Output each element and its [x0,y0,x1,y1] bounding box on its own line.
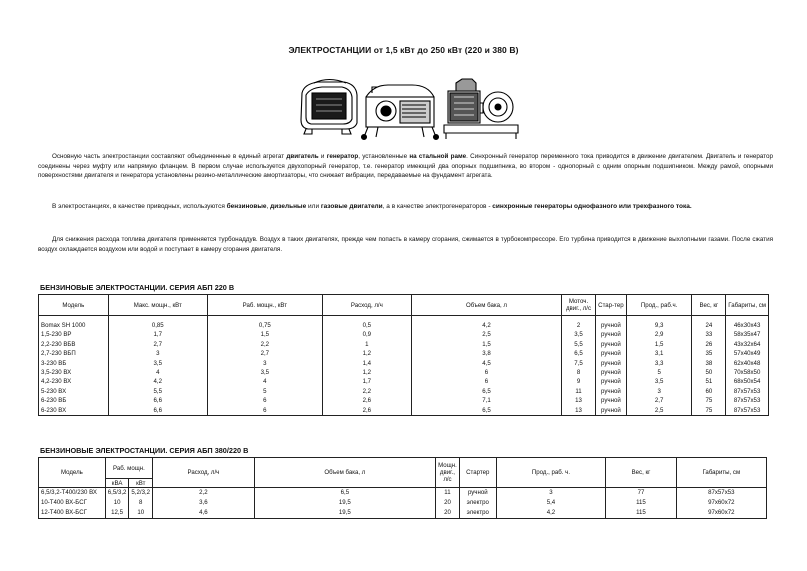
table-cell: 3,6 [153,498,255,508]
table-cell: 3-230 ВБ [39,359,109,368]
table-cell: 2 [562,316,596,331]
col-header: Раб. мощн. [105,458,152,479]
table-cell: 75 [692,396,726,405]
table-cell: 6,5 [411,387,561,396]
table-cell: 1 [322,340,411,349]
table-cell: 115 [606,508,676,519]
table-cell: 4,2 [496,508,606,519]
table-cell: 35 [692,349,726,358]
generators-illustration [296,75,522,141]
table-cell: 3,5 [207,368,322,377]
col-header: Габариты, см [726,295,769,316]
table-cell: 115 [606,498,676,508]
table-cell: 2,5 [626,406,692,416]
table-cell: 75 [692,406,726,416]
table-cell: 5,5 [562,340,596,349]
table-cell: 4 [207,377,322,386]
table-cell: ручной [595,387,626,396]
portable-generator-icon [301,80,357,135]
intro-paragraph: Основную часть электростанции составляют объединенные в единый агрегат двигатель и генератор, установленные на стальной раме. Синхронный генератор переменного тока приводится в движение двигателем. Двигатель и генератор соединены через муфту или напрямую фланцем. В первом случае используется двухопорный генератор, т.е. генератор имеющий два опорных подшипника, во втором - однопорный с одним опорным подшипником. Между рамой, опорными поверхностями двигателя и генератора установлены резино-металлические амортизаторы, что снижает вибрации, передаваемые на фундамент агрегата. [38,153,774,180]
table-cell: 5 [207,387,322,396]
table-cell: 3,5 [108,359,207,368]
table-cell: 20 [435,508,459,519]
table-cell: 6,5 [562,349,596,358]
table-cell: 13 [562,406,596,416]
table-cell: ручной [595,330,626,339]
table-cell: 38 [692,359,726,368]
col-header: Вес, кг [606,458,676,488]
table-cell: 6,5 [254,488,435,499]
table-cell: 87x57x53 [676,488,766,499]
table-cell: 70x58x50 [726,368,769,377]
table-cell: 2,2-230 ВБВ [39,340,109,349]
series-380-heading: БЕНЗИНОВЫЕ ЭЛЕКТРОСТАНЦИИ. СЕРИЯ АБП 380/220 В [40,446,249,455]
table-cell: 3,3 [626,359,692,368]
col-header: Стар-тер [595,295,626,316]
table-cell: 68x50x54 [726,377,769,386]
table-cell: 6 [411,368,561,377]
table-cell: 12-Т400 ВХ-БСГ [39,508,106,519]
table-cell: 10 [105,498,129,508]
table-cell: ручной [595,396,626,405]
table-cell: 19,5 [254,508,435,519]
table-cell: 3,1 [626,349,692,358]
table-cell: 1,2 [322,368,411,377]
col-header: Расход, л/ч [153,458,255,488]
col-header: Модель [39,458,106,488]
table-cell: 19,5 [254,498,435,508]
table-cell: 9,3 [626,316,692,331]
col-header: Расход, л/ч [322,295,411,316]
table-cell: 0,75 [207,316,322,331]
table-cell: 6,5/3,2 [105,488,129,499]
series-220-table [38,294,769,416]
table-cell: 4,2-230 ВХ [39,377,109,386]
table-cell: 2,7-230 ВБП [39,349,109,358]
table-row [39,406,769,416]
table-cell: 12,5 [105,508,129,519]
table-cell: 3,5 [562,330,596,339]
table-cell: 5,5 [108,387,207,396]
table-cell: 87x57x53 [726,406,769,416]
table-cell: 60 [692,387,726,396]
table-cell: 1,5 [411,340,561,349]
table-row [39,368,769,377]
table-cell: 2,7 [108,340,207,349]
col-header: Макс. мощн., кВт [108,295,207,316]
table-cell: 58x35x47 [726,330,769,339]
table-cell: 2,2 [322,387,411,396]
table-row [39,377,769,386]
table-cell: 87x57x53 [726,387,769,396]
table-cell: 1,7 [322,377,411,386]
table-cell: 50 [692,368,726,377]
table-cell: 5,4 [496,498,606,508]
table-cell: 26 [692,340,726,349]
table-cell: 11 [562,387,596,396]
table-row [39,349,769,358]
engines-paragraph: В электростанциях, в качестве приводных, используются бензиновые, дизельные или газовые двигатели, а в качестве электрогенераторов - синхронные генераторы однофазного или трехфазного тока. [52,203,692,210]
table-cell: 43x32x64 [726,340,769,349]
col-header: кВА [105,479,129,488]
table-cell: 2,5 [411,330,561,339]
table-cell: 2,6 [322,396,411,405]
col-header: Объем бака, л [411,295,561,316]
table-cell: 4 [108,368,207,377]
table-cell: 57x40x49 [726,349,769,358]
table-row [39,340,769,349]
col-header: Прод., раб.ч. [626,295,692,316]
table-cell: 5 [626,368,692,377]
col-header: Моточ. двиг., л/с [562,295,596,316]
table-cell: 4,6 [153,508,255,519]
table-cell: ручной [595,316,626,331]
table-header-row [39,458,767,479]
table-cell: 1,7 [108,330,207,339]
table-cell: 6,5/3,2-Т400/230 ВХ [39,488,106,499]
table-cell: 1,5-230 ВР [39,330,109,339]
table-cell: 3,5 [626,377,692,386]
col-header: Вес, кг [692,295,726,316]
table-cell: 6-230 ВХ [39,406,109,416]
col-header: Модель [39,295,109,316]
table-cell: 1,5 [207,330,322,339]
series-380-table [38,457,767,519]
col-header: Раб. мощн., кВт [207,295,322,316]
page-title: ЭЛЕКТРОСТАНЦИИ от 1,5 кВт до 250 кВт (220 и 380 В) [288,45,519,55]
table-cell: 5,2/3,2 [129,488,153,499]
table-cell: 3,8 [411,349,561,358]
table-cell: 0,85 [108,316,207,331]
table-cell: 5-230 ВХ [39,387,109,396]
table-cell: 8 [129,498,153,508]
table-cell: 10-Т400 ВХ-БСГ [39,498,106,508]
table-cell: 11 [435,488,459,499]
table-cell: Bomax SH 1000 [39,316,109,331]
table-cell: 4,2 [411,316,561,331]
col-header: Прод., раб. ч. [496,458,606,488]
table-cell: ручной [595,368,626,377]
table-cell: 6 [207,396,322,405]
table-cell: 1,5 [626,340,692,349]
table-cell: 77 [606,488,676,499]
table-cell: ручной [595,406,626,416]
table-row [39,396,769,405]
table-cell: 4,5 [411,359,561,368]
table-cell: 62x40x48 [726,359,769,368]
table-row [39,488,767,499]
table-cell: ручной [595,359,626,368]
table-cell: 6,5 [411,406,561,416]
table-cell: 9 [562,377,596,386]
table-cell: 3 [496,488,606,499]
diesel-genset-icon [444,79,518,139]
table-cell: 0,9 [322,330,411,339]
table-row [39,498,767,508]
col-header: Габариты, см [676,458,766,488]
table-cell: 3 [626,387,692,396]
col-header: кВт [129,479,153,488]
table-row [39,508,767,519]
table-cell: ручной [595,349,626,358]
table-cell: 2,2 [207,340,322,349]
table-cell: 6-230 ВБ [39,396,109,405]
table-cell: 3 [108,349,207,358]
table-cell: 97x60x72 [676,508,766,519]
table-cell: 2,9 [626,330,692,339]
table-cell: 10 [129,508,153,519]
table-cell: 51 [692,377,726,386]
table-cell: 6,6 [108,406,207,416]
table-cell: электро [459,508,496,519]
table-cell: 46x30x43 [726,316,769,331]
table-cell: 3,5-230 ВХ [39,368,109,377]
table-cell: 2,6 [322,406,411,416]
table-cell: 3 [207,359,322,368]
table-cell: 6 [207,406,322,416]
table-cell: 13 [562,396,596,405]
col-header: Объем бака, л [254,458,435,488]
table-cell: 2,7 [626,396,692,405]
table-cell: 1,4 [322,359,411,368]
table-cell: электро [459,498,496,508]
table-cell: 7,5 [562,359,596,368]
table-row [39,316,769,331]
col-header: Мощн. двиг., л/с [435,458,459,488]
table-cell: ручной [459,488,496,499]
table-cell: 20 [435,498,459,508]
table-cell: 87x57x53 [726,396,769,405]
table-cell: 24 [692,316,726,331]
table-cell: 6 [411,377,561,386]
table-row [39,330,769,339]
frame-generator-icon [362,85,439,140]
table-cell: 2,2 [153,488,255,499]
table-cell: 33 [692,330,726,339]
table-cell: 6,6 [108,396,207,405]
series-220-heading: БЕНЗИНОВЫЕ ЭЛЕКТРОСТАНЦИИ. СЕРИЯ АБП 220 В [40,283,235,292]
table-cell: 97x60x72 [676,498,766,508]
table-cell: ручной [595,377,626,386]
table-row [39,387,769,396]
col-header: Стартер [459,458,496,488]
table-cell: 4,2 [108,377,207,386]
table-header-row [39,295,769,316]
table-cell: 2,7 [207,349,322,358]
table-cell: 7,1 [411,396,561,405]
table-cell: 1,2 [322,349,411,358]
table-cell: 0,5 [322,316,411,331]
table-cell: ручной [595,340,626,349]
turbo-paragraph: Для снижения расхода топлива двигателя применяется турбонаддув. Воздух в таких двигателях, прежде чем попасть в камеру сгорания, сжимается в турбокомпрессоре. Его турбина приводится в движение выхлопными газами. После сжатия воздух охлаждается воздухом или водой и поступает в камеру сгорания двигателя. [38,236,773,253]
table-row [39,359,769,368]
table-cell: 8 [562,368,596,377]
